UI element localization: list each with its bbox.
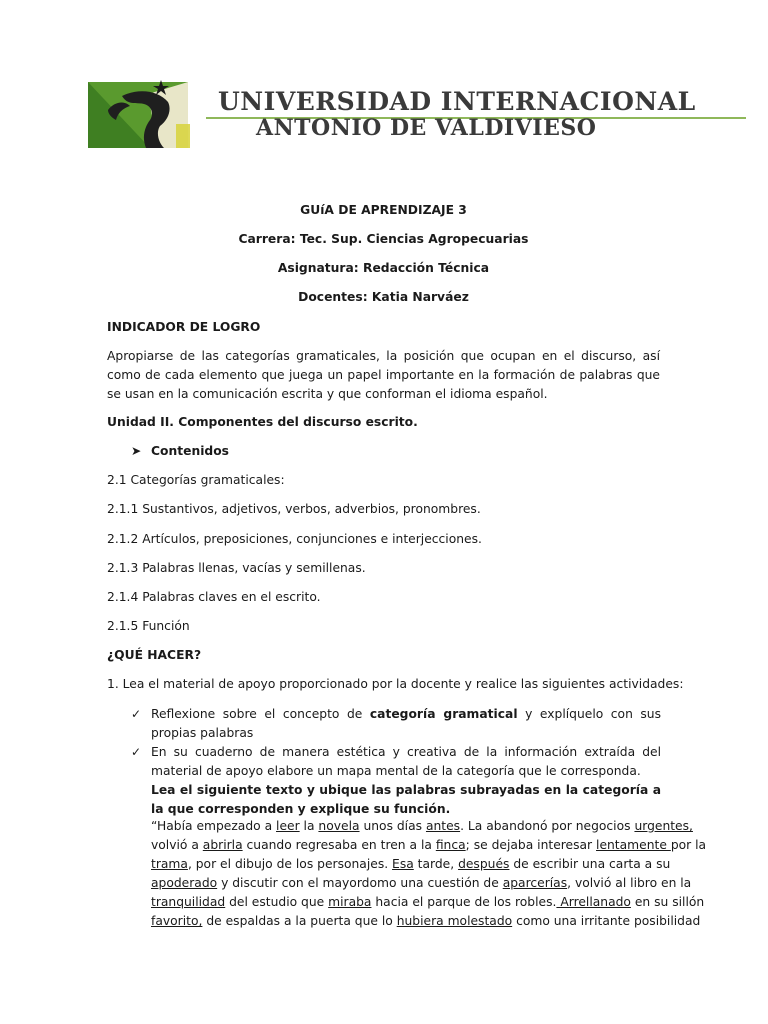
underlined-word: Arrellanado bbox=[556, 895, 631, 909]
excerpt-line: “Había empezado a leer la novela unos días antes. La abandonó por negocios urgentes, bbox=[151, 819, 693, 833]
achievement-indicator-heading: INDICADOR DE LOGRO bbox=[107, 320, 261, 334]
excerpt-line: volvió a abrirla cuando regresaba en tren a la finca; se dejaba interesar lentamente por la bbox=[151, 838, 707, 852]
check-2-bold-instruction: Lea el siguiente texto y ubique las palabras subrayadas en la categoría a la que corresponden y explique su función. bbox=[151, 783, 661, 816]
contents-item: 2.1.4 Palabras claves en el escrito. bbox=[107, 590, 321, 604]
achievement-indicator-text: Apropiarse de las categorías gramaticales, la posición que ocupan en el discurso, así como de cada elemento que juega un papel importante en la formación de palabras que se usan en la comunicación escrita y que conforman el idioma español. bbox=[107, 349, 660, 401]
subject-line: Asignatura: Redacción Técnica bbox=[277, 261, 490, 275]
underlined-word: urgentes, bbox=[634, 819, 693, 833]
checkmark-icon: ✓ bbox=[131, 745, 142, 759]
underlined-word: novela bbox=[318, 819, 360, 833]
university-name-line2: ANTONIO DE VALDIVIESO bbox=[256, 115, 597, 141]
contents-item: 2.1 Categorías gramaticales: bbox=[107, 473, 285, 487]
checklist-item-1-text bbox=[151, 705, 661, 743]
novel-excerpt bbox=[151, 817, 707, 931]
excerpt-line: tranquilidad del estudio que miraba hacia el parque de los robles. Arrellanado en su sillón bbox=[151, 895, 705, 909]
university-logo bbox=[88, 80, 192, 150]
underlined-word: tranquilidad bbox=[151, 895, 226, 909]
contents-item: 2.1.5 Función bbox=[107, 619, 190, 633]
contents-heading bbox=[131, 444, 229, 458]
check-1-text-after: y explíquelo con sus propias palabras bbox=[151, 707, 661, 740]
excerpt-line: favorito, de espaldas a la puerta que lo hubiera molestado como una irritante posibilidad bbox=[151, 914, 701, 928]
excerpt-line: trama, por el dibujo de los personajes. Esa tarde, después de escribir una carta a su bbox=[151, 857, 671, 871]
contents-label: Contenidos bbox=[151, 444, 229, 458]
teachers-line: Docentes: Katia Narváez bbox=[298, 290, 469, 304]
underlined-word: aparcerías bbox=[502, 876, 568, 890]
excerpt-line: apoderado y discutir con el mayordomo una cuestión de aparcerías, volvió al libro en la bbox=[151, 876, 692, 890]
arrow-bullet-icon: ➤ bbox=[131, 444, 142, 458]
underlined-word: abrirla bbox=[202, 838, 243, 852]
checklist-item-2 bbox=[131, 743, 661, 819]
underlined-word: finca bbox=[435, 838, 466, 852]
underlined-word: miraba bbox=[328, 895, 372, 909]
contents-item: 2.1.3 Palabras llenas, vacías y semillenas. bbox=[107, 561, 366, 575]
university-name-line1: UNIVERSIDAD INTERNACIONAL bbox=[218, 87, 696, 116]
underlined-word: antes bbox=[425, 819, 461, 833]
unit-heading: Unidad II. Componentes del discurso escrito. bbox=[107, 415, 418, 429]
underlined-word: Esa bbox=[392, 857, 414, 871]
check-2-text: En su cuaderno de manera estética y creativa de la información extraída del material de apoyo elabore un mapa mental de la categoría que le corresponda. bbox=[151, 745, 661, 778]
underlined-word: trama bbox=[151, 857, 188, 871]
underlined-word: después bbox=[458, 857, 510, 871]
checklist-item-1 bbox=[131, 705, 661, 743]
contents-item: 2.1.1 Sustantivos, adjetivos, verbos, adverbios, pronombres. bbox=[107, 502, 481, 516]
university-header bbox=[88, 80, 696, 152]
career-line: Carrera: Tec. Sup. Ciencias Agropecuarias bbox=[238, 232, 529, 246]
checklist-item-2-text bbox=[151, 743, 661, 819]
check-1-bold-term: categoría gramatical bbox=[369, 707, 518, 721]
underlined-word: apoderado bbox=[151, 876, 218, 890]
activity-1-text: 1. Lea el material de apoyo proporcionado por la docente y realice las siguientes actividades: bbox=[107, 677, 684, 691]
check-1-text-before: Reflexione sobre el concepto de bbox=[151, 707, 370, 721]
underlined-word: leer bbox=[276, 819, 300, 833]
underlined-word: favorito, bbox=[151, 914, 203, 928]
checkmark-icon: ✓ bbox=[131, 707, 142, 721]
guide-title: GUíA DE APRENDIZAJE 3 bbox=[300, 203, 467, 217]
underlined-word: hubiera molestado bbox=[396, 914, 513, 928]
what-to-do-heading: ¿QUÉ HACER? bbox=[107, 648, 202, 662]
underlined-word: lentamente bbox=[596, 838, 671, 852]
contents-item: 2.1.2 Artículos, preposiciones, conjunciones e interjecciones. bbox=[107, 532, 482, 546]
